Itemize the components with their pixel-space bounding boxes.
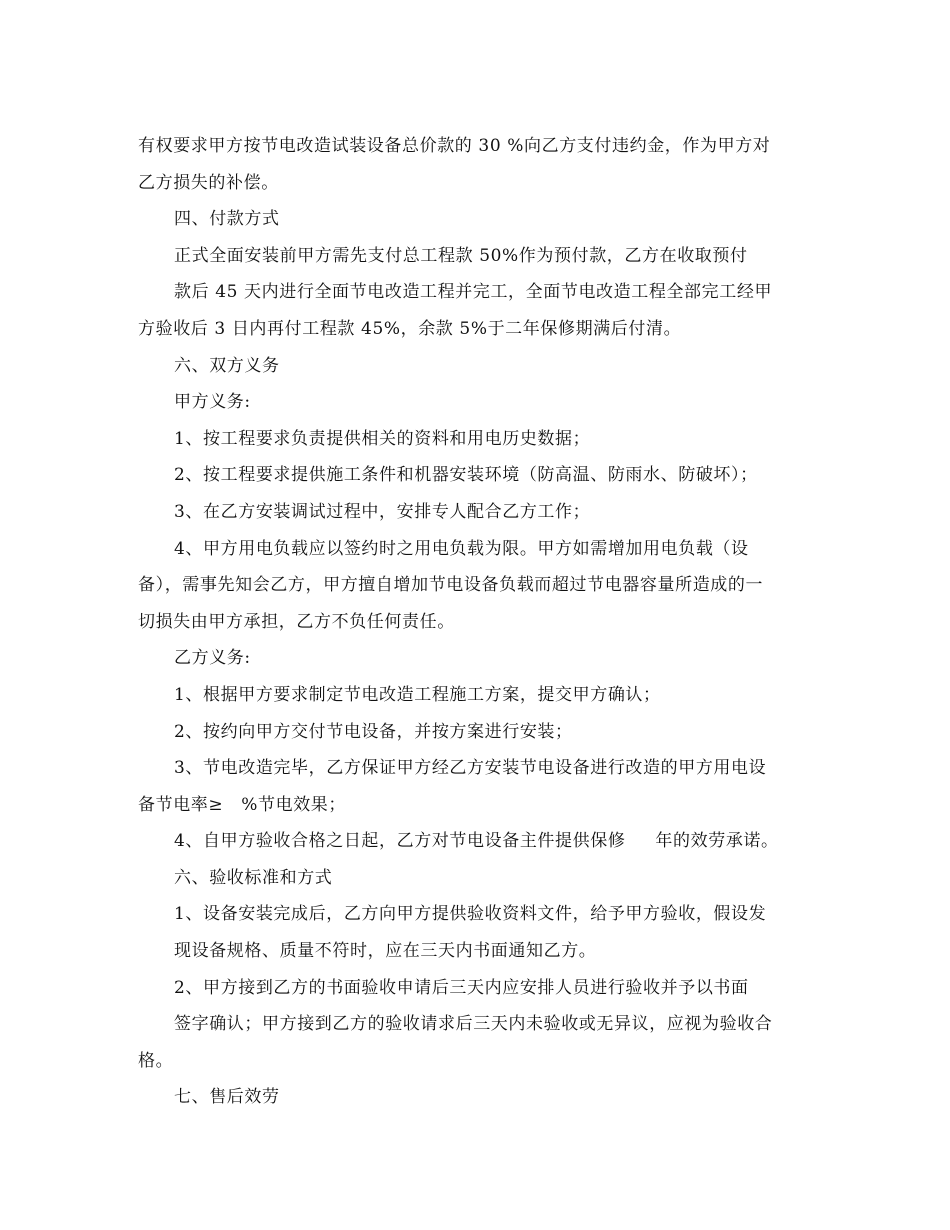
list-item: 2、按约向甲方交付节电设备，并按方案进行安装；	[174, 721, 573, 742]
paragraph-line: 款后 45 天内进行全面节电改造工程并完工，全面节电改造工程全部完工经甲	[174, 282, 773, 303]
section-heading-acceptance: 六、验收标准和方式	[174, 867, 333, 888]
list-item: 3、节电改造完毕，乙方保证甲方经乙方安装节电设备进行改造的甲方用电设	[174, 758, 767, 779]
list-item: 2、按工程要求提供施工条件和机器安装环境（防高温、防雨水、防破坏）；	[174, 465, 758, 486]
list-item: 4、甲方用电负载应以签约时之用电负载为限。甲方如需增加用电负载（设	[174, 538, 749, 559]
document-body	[138, 128, 818, 1116]
subheading-party-a: 甲方义务:	[174, 392, 251, 413]
paragraph-line: 备节电率≥ %节电效果；	[138, 794, 347, 815]
paragraph-line: 备），需事先知会乙方，甲方擅自增加节电设备负载而超过节电器容量所造成的一	[138, 575, 764, 596]
list-item: 1、设备安装完成后，乙方向甲方提供验收资料文件，给予甲方验收，假设发	[174, 904, 767, 925]
paragraph-line: 乙方损失的补偿。	[138, 172, 279, 193]
paragraph-line: 签字确认；甲方接到乙方的验收请求后三天内未验收或无异议，应视为验收合	[174, 1014, 773, 1035]
list-item: 3、在乙方安装调试过程中，安排专人配合乙方工作；	[174, 501, 591, 522]
list-item: 1、按工程要求负责提供相关的资料和用电历史数据；	[174, 428, 591, 449]
list-item: 1、根据甲方要求制定节电改造工程施工方案，提交甲方确认；	[174, 684, 661, 705]
paragraph-line: 方验收后 3 日内再付工程款 45%，余款 5%于二年保修期满后付清。	[138, 318, 682, 339]
paragraph-line: 现设备规格、质量不符时，应在三天内书面通知乙方。	[174, 941, 597, 962]
section-heading-after-sales: 七、售后效劳	[174, 1087, 280, 1108]
paragraph-line: 切损失由甲方承担，乙方不负任何责任。	[138, 611, 455, 632]
paragraph-line: 有权要求甲方按节电改造试装设备总价款的 30 %向乙方支付违约金，作为甲方对	[138, 136, 771, 156]
list-item: 2、甲方接到乙方的书面验收申请后三天内应安排人员进行验收并予以书面	[174, 977, 749, 998]
section-heading-obligations: 六、双方义务	[174, 355, 280, 376]
subheading-party-b: 乙方义务:	[174, 648, 251, 669]
paragraph-line: 正式全面安装前甲方需先支付总工程款 50%作为预付款，乙方在收取预付	[174, 245, 748, 266]
paragraph-line: 格。	[138, 1050, 174, 1071]
section-heading-payment: 四、付款方式	[174, 209, 280, 230]
list-item: 4、自甲方验收合格之日起，乙方对节电设备主件提供保修 年的效劳承诺。	[174, 831, 779, 852]
